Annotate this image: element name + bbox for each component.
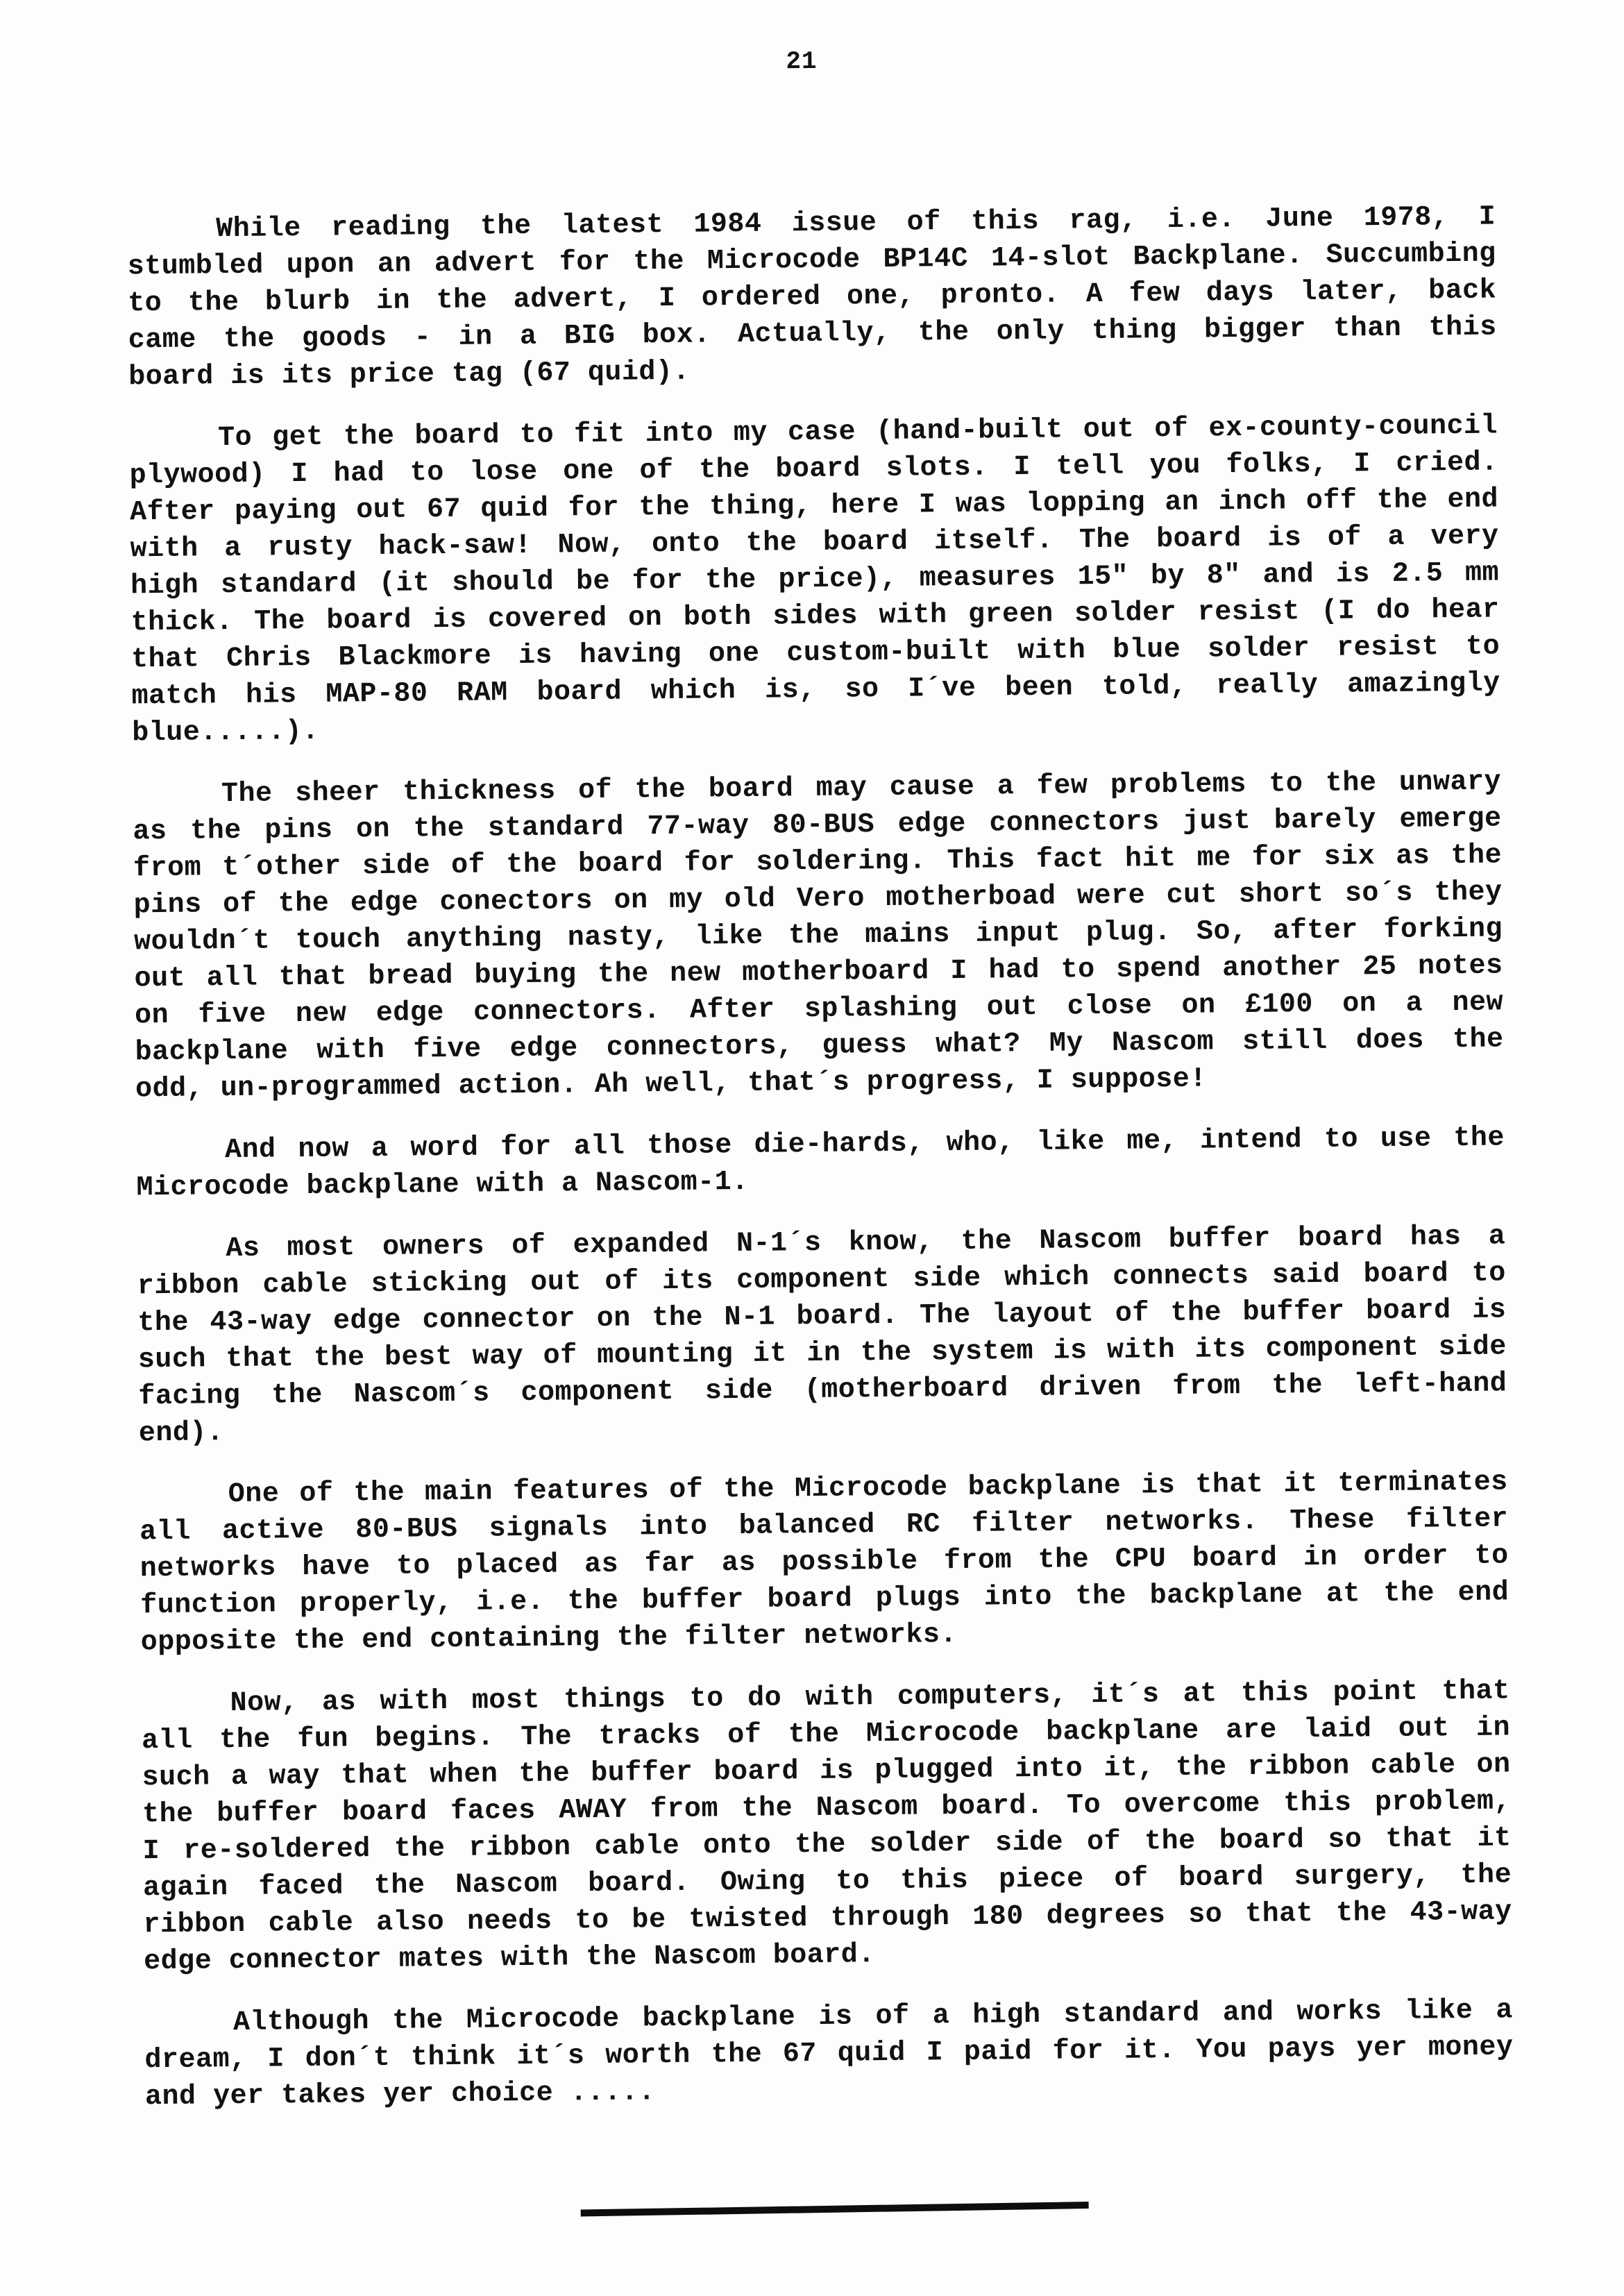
text-line: high standard (it should be for the price), measures 15" by 8" and is 2.5 mm xyxy=(130,557,1500,602)
text-line: blue.....). xyxy=(132,716,319,750)
paragraph xyxy=(137,1218,1507,1452)
text-line: pins of the edge conectors on my old Vero motherboad were cut short so´s they xyxy=(133,877,1503,922)
paragraph xyxy=(141,1673,1512,1980)
text-line: opposite the end containing the filter networks. xyxy=(140,1619,958,1659)
text-line: such that the best way of mounting it in the system is with its component side xyxy=(137,1331,1507,1376)
text-line: As most owners of expanded N-1´s know, the Nascom buffer board has a xyxy=(226,1221,1506,1265)
text-line: And now a word for all those die-hards, who, like me, intend to use the xyxy=(224,1122,1505,1167)
text-line: end). xyxy=(138,1417,224,1450)
text-line: to the blurb in the advert, I ordered one, pronto. A few days later, back xyxy=(128,275,1497,320)
text-line: came the goods - in a BIG box. Actually, the only thing bigger than this xyxy=(128,312,1497,357)
text-line: the buffer board faces AWAY from the Nascom board. To overcome this problem, xyxy=(142,1786,1512,1831)
text-line: all active 80-BUS signals into balanced RC filter networks. These filter xyxy=(139,1503,1509,1548)
text-line: odd, un-programmed action. Ah well, that´s progress, I suppose! xyxy=(135,1063,1208,1106)
text-line: out all that bread buying the new motherboard I had to spend another 25 notes xyxy=(134,950,1503,995)
end-of-article-rule xyxy=(581,2202,1089,2216)
page-number: 21 xyxy=(786,47,818,76)
paragraph xyxy=(133,763,1504,1108)
document-body xyxy=(127,199,1514,2141)
text-line: and yer takes yer choice ..... xyxy=(144,2077,656,2113)
text-line: stumbled upon an advert for the Microcode BP14C 14-slot Backplane. Succumbing xyxy=(127,238,1496,283)
text-line: Now, as with most things to do with computers, it´s at this point that xyxy=(230,1675,1510,1720)
text-line: thick. The board is covered on both sides with green solder resist (I do hear xyxy=(130,594,1500,639)
text-line: from t´other side of the board for soldering. This fact hit me for six as the xyxy=(133,840,1503,885)
text-line: I re-soldered the ribbon cable onto the solder side of the board so that it xyxy=(142,1823,1512,1868)
text-line: Microcode backplane with a Nascom-1. xyxy=(136,1166,749,1204)
text-line: After paying out 67 quid for the thing, here I was lopping an inch off the end xyxy=(129,484,1499,529)
text-line: plywood) I had to lose one of the board slots. I tell you folks, I cried. xyxy=(129,447,1498,492)
text-line: dream, I don´t think it´s worth the 67 quid I paid for it. You pays yer money xyxy=(144,2032,1514,2077)
paragraph xyxy=(136,1120,1505,1206)
text-line: Although the Microcode backplane is of a high standard and works like a xyxy=(232,1995,1514,2039)
text-line: as the pins on the standard 77-way 80-BUS edge connectors just barely emerge xyxy=(133,803,1502,848)
paragraph xyxy=(139,1464,1509,1661)
text-line: To get the board to fit into my case (hand-built out of ex-county-council xyxy=(217,410,1498,455)
text-line: While reading the latest 1984 issue of this rag, i.e. June 1978, I xyxy=(216,201,1496,246)
text-line: that Chris Blackmore is having one custom-built with blue solder resist to xyxy=(130,631,1500,676)
text-line: match his MAP-80 RAM board which is, so I´ve been told, really amazingly xyxy=(131,668,1500,713)
text-line: with a rusty hack-saw! Now, onto the board itself. The board is of a very xyxy=(130,521,1499,566)
text-line: board is its price tag (67 quid). xyxy=(128,356,691,394)
paragraph xyxy=(129,407,1500,752)
text-line: wouldn´t touch anything nasty, like the mains input plug. So, after forking xyxy=(133,913,1503,959)
text-line: networks have to placed as far as possible from the CPU board in order to xyxy=(139,1540,1509,1585)
paragraph xyxy=(127,199,1497,396)
text-line: on five new edge connectors. After splashing out close on £100 on a new xyxy=(134,987,1504,1032)
text-line: the 43-way edge connector on the N-1 board. The layout of the buffer board is xyxy=(137,1294,1507,1340)
text-line: function properly, i.e. the buffer board plugs into the backplane at the end xyxy=(140,1577,1509,1622)
text-line: One of the main features of the Microcode backplane is that it terminates xyxy=(228,1467,1508,1511)
text-line: ribbon cable also needs to be twisted through 180 degrees so that the 43-way xyxy=(143,1896,1512,1941)
text-line: The sheer thickness of the board may cause a few problems to the unwary xyxy=(221,766,1502,811)
text-line: edge connector mates with the Nascom board. xyxy=(143,1939,876,1978)
text-line: such a way that when the buffer board is plugged into it, the ribbon cable on xyxy=(142,1749,1511,1794)
paragraph xyxy=(144,1992,1514,2116)
text-line: again faced the Nascom board. Owing to this piece of board surgery, the xyxy=(142,1859,1512,1905)
text-line: all the fun begins. The tracks of the Microcode backplane are laid out in xyxy=(141,1712,1511,1757)
text-line: ribbon cable sticking out of its component side which connects said board to xyxy=(137,1258,1506,1303)
text-line: facing the Nascom´s component side (motherboard driven from the left-hand xyxy=(138,1368,1507,1413)
text-line: backplane with five edge connectors, guess what? My Nascom still does the xyxy=(135,1024,1504,1069)
